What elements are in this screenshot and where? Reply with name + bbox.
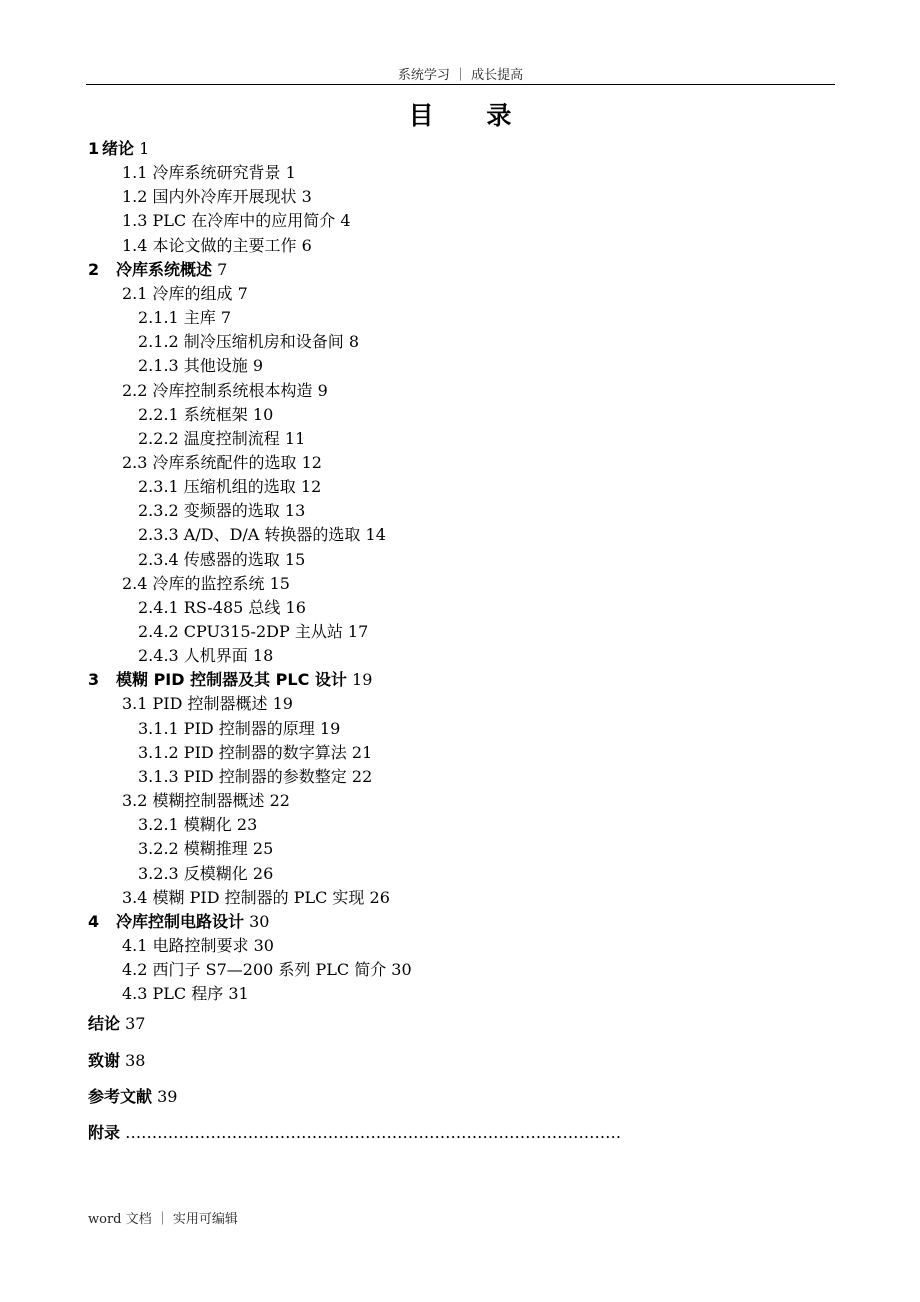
- toc-subsection-entry[interactable]: 3.1.2 PID 控制器的数字算法 21: [138, 742, 373, 762]
- toc-section-entry[interactable]: 1.3 PLC 在冷库中的应用简介 4: [122, 211, 351, 231]
- page-number: 39: [157, 1086, 178, 1106]
- toc-subsection-entry[interactable]: 2.4.2 CPU315-2DP 主从站 17: [138, 622, 369, 641]
- toc-subsection-entry[interactable]: 2.2.2 温度控制流程 11: [138, 428, 306, 448]
- toc-section-entry[interactable]: 4.3 PLC 程序 31: [122, 984, 249, 1004]
- toc-subsection-entry[interactable]: 2.1.1 主库 7: [138, 308, 232, 328]
- toc-section-entry[interactable]: 3.1 PID 控制器概述 19: [122, 694, 293, 714]
- chapter-number: 1: [88, 139, 100, 158]
- toc-section-entry[interactable]: 2.4 冷库的监控系统 15: [122, 573, 290, 593]
- toc-section-entry[interactable]: 1.4 本论文做的主要工作 6: [122, 235, 312, 255]
- chapter-title: 冷库控制电路设计: [116, 911, 245, 931]
- toc-subsection-entry[interactable]: 3.2.1 模糊化 23: [138, 815, 258, 835]
- page-number: 37: [125, 1014, 146, 1034]
- toc-section-entry[interactable]: 3.2 模糊控制器概述 22: [122, 791, 290, 811]
- page-number: 1: [139, 139, 150, 158]
- header-divider: [86, 84, 835, 85]
- toc-section-entry[interactable]: 4.2 西门子 S7—200 系列 PLC 简介 30: [122, 960, 412, 980]
- page-number: 38: [125, 1050, 146, 1070]
- toc-chapter-entry[interactable]: [88, 1051, 145, 1071]
- toc-chapter-entry[interactable]: [88, 139, 149, 159]
- page-number: 7: [217, 259, 228, 279]
- toc-subsection-entry[interactable]: 3.2.2 模糊推理 25: [138, 839, 274, 859]
- toc-chapter-entry[interactable]: [88, 1123, 621, 1143]
- page-number: 30: [249, 911, 270, 931]
- toc-section-entry[interactable]: 1.1 冷库系统研究背景 1: [122, 163, 296, 183]
- toc-section-entry[interactable]: 2.1 冷库的组成 7: [122, 283, 248, 303]
- page-number: …………………………………………………………………………………: [125, 1122, 622, 1142]
- toc-chapter-entry[interactable]: [88, 1087, 177, 1107]
- toc-section-entry[interactable]: 4.1 电路控制要求 30: [122, 935, 274, 955]
- chapter-title: 绪论: [102, 139, 135, 158]
- chapter-title: 致谢: [88, 1050, 121, 1070]
- toc-title: 目 录: [408, 101, 534, 130]
- toc-chapter-entry[interactable]: [88, 912, 269, 932]
- toc-subsection-entry[interactable]: 2.2.1 系统框架 10: [138, 404, 274, 424]
- page-number: 19: [352, 670, 373, 690]
- chapter-number: 2: [88, 259, 100, 279]
- toc-chapter-entry[interactable]: [88, 670, 372, 690]
- page-header: 系统学习 ｜ 成长提高: [397, 68, 524, 83]
- toc-subsection-entry[interactable]: 2.3.4 传感器的选取 15: [138, 549, 306, 569]
- toc-subsection-entry[interactable]: 2.3.3 A/D、D/A 转换器的选取 14: [138, 525, 386, 545]
- toc-section-entry[interactable]: 2.3 冷库系统配件的选取 12: [122, 452, 322, 472]
- chapter-title: 附录: [88, 1122, 121, 1142]
- toc-subsection-entry[interactable]: 3.2.3 反模糊化 26: [138, 863, 274, 883]
- toc-subsection-entry[interactable]: 2.4.1 RS-485 总线 16: [138, 597, 306, 617]
- toc-section-entry[interactable]: 3.4 模糊 PID 控制器的 PLC 实现 26: [122, 887, 390, 907]
- toc-section-entry[interactable]: 1.2 国内外冷库开展现状 3: [122, 187, 312, 207]
- toc-subsection-entry[interactable]: 2.3.1 压缩机组的选取 12: [138, 477, 322, 497]
- toc-chapter-entry[interactable]: [88, 1014, 145, 1034]
- toc-section-entry[interactable]: 2.2 冷库控制系统根本构造 9: [122, 380, 328, 400]
- toc-subsection-entry[interactable]: 3.1.1 PID 控制器的原理 19: [138, 718, 341, 738]
- toc-chapter-entry[interactable]: [88, 260, 227, 280]
- page-footer: word 文档 ｜ 实用可编辑: [88, 1212, 238, 1227]
- chapter-title: 结论: [88, 1014, 121, 1034]
- chapter-number: 3: [88, 670, 100, 690]
- chapter-title: 模糊 PID 控制器及其 PLC 设计: [116, 670, 347, 690]
- chapter-title: 参考文献: [88, 1086, 153, 1106]
- chapter-title: 冷库系统概述: [116, 259, 213, 279]
- toc-subsection-entry[interactable]: 2.3.2 变频器的选取 13: [138, 501, 306, 521]
- toc-subsection-entry[interactable]: 2.1.3 其他设施 9: [138, 356, 264, 376]
- toc-subsection-entry[interactable]: 2.4.3 人机界面 18: [138, 646, 274, 666]
- toc-subsection-entry[interactable]: 3.1.3 PID 控制器的参数整定 22: [138, 766, 373, 786]
- chapter-number: 4: [88, 911, 100, 931]
- toc-subsection-entry[interactable]: 2.1.2 制冷压缩机房和设备间 8: [138, 332, 360, 352]
